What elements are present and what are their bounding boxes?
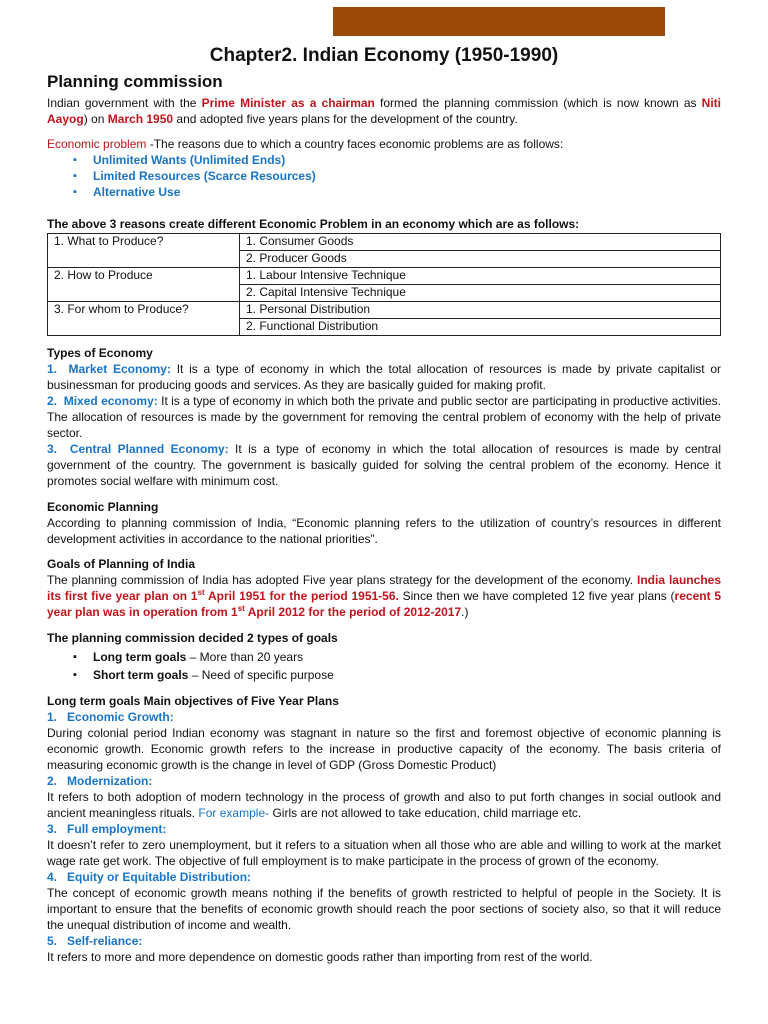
goal-label: Short term goals	[93, 668, 189, 682]
goals-of-planning-heading: Goals of Planning of India	[47, 557, 196, 571]
long-term-heading: Long term goals Main objectives of Five Year Plans	[47, 694, 339, 708]
intro-text-1: Indian government with the	[47, 96, 202, 110]
table-row	[48, 302, 721, 319]
objective-equity	[47, 869, 721, 933]
goals-highlight-first-plan-2: April 1951 for the period 1951-56.	[204, 589, 399, 603]
objective-full-employment	[47, 821, 721, 869]
economy-type-mixed	[47, 393, 721, 441]
two-goals-heading: The planning commission decided 2 types of goals	[47, 631, 338, 645]
item-number: 3.	[47, 442, 58, 456]
objective-text-main: It refers to both adoption of modern technology in the process of growth and also to put forth changes in social outlook and ancient meaningless rituals.	[47, 790, 721, 820]
intro-highlight-date: March 1950	[107, 112, 174, 126]
economic-problem-list	[47, 152, 721, 200]
table-cell-answer: 1. Labour Intensive Technique	[240, 268, 721, 285]
objective-self-reliance	[47, 933, 721, 965]
economic-problem-block	[47, 136, 721, 200]
economic-problem-text: -The reasons due to which a country faces economic problems are as follows:	[146, 137, 564, 151]
list-item: ▪ Unlimited Wants (Unlimited Ends)	[47, 152, 721, 168]
item-text: It is a type of economy in which the total allocation of resources is made by central government of the country. The government is basically guided for solving the central problem of the economy. Hence it promotes social welfare with minimum cost.	[47, 442, 721, 488]
item-text: It is a type of economy in which both the private and public sector are participating in productive activities. The allocation of resources is made by the government for removing the central problem of economy with the help of private sector.	[47, 394, 721, 440]
goals-of-planning-text	[47, 572, 721, 620]
list-item: ▪ Alternative Use	[47, 184, 721, 200]
goals-highlight-recent-plan: recent 5 year plan was in operation from 1	[47, 589, 721, 619]
item-label: Equity or Equitable Distribution:	[67, 870, 252, 884]
two-goals-section	[47, 630, 721, 684]
goals-text-1: The planning commission of India has adopted Five year plans strategy for the development of the economy.	[47, 573, 638, 587]
objective-title	[47, 821, 721, 837]
objective-title	[47, 933, 721, 949]
item-number: 4.	[47, 870, 58, 884]
item-number: 3.	[47, 822, 58, 836]
problems-table-wrap	[47, 233, 721, 336]
economic-problem-label: Economic problem	[47, 137, 147, 151]
planning-commission-intro	[47, 95, 721, 127]
table-cell-question: 1. What to Produce?	[48, 234, 240, 268]
objective-text: It doesn’t refer to zero unemployment, but it refers to a situation when all those who are able and willing to work at the market wage rate get work. The objective of full employment is to make participate in the process of grown of the economy.	[47, 838, 721, 868]
types-of-economy-section	[47, 345, 721, 489]
objective-title	[47, 869, 721, 885]
intro-paragraph	[47, 95, 721, 127]
objective-text: During colonial period Indian economy was stagnant in nature so the first and foremost objective of economic planning is economic growth. Economic growth refers to the increase in productive capacity of the economy. The basis criteria of measuring economic growth is the change in level of GDP (Gross Domestic Product)	[47, 726, 721, 772]
table-intro	[47, 216, 721, 232]
intro-text-2: formed the planning commission (which is now known as	[374, 96, 702, 110]
section-heading-planning-commission: Planning commission	[47, 72, 223, 91]
goals-sup-1: st	[197, 588, 205, 597]
goals-sup-2: st	[237, 604, 245, 613]
table-cell-answer: 2. Producer Goods	[240, 251, 721, 268]
goals-text-3: .)	[461, 605, 469, 619]
item-number: 5.	[47, 934, 58, 948]
intro-text-3: ) on	[83, 112, 108, 126]
goals-of-planning-section	[47, 556, 721, 620]
item-text: It is a type of economy in which the total allocation of resources is made by private capitalist or businessman for producing goods and services. As they are basically guided for making profit.	[47, 362, 721, 392]
item-number: 1.	[47, 362, 58, 376]
objective-text: It refers to more and more dependence on domestic goods rather than importing from rest of the world.	[47, 950, 593, 964]
intro-highlight-chairman: Prime Minister as a chairman	[201, 96, 375, 110]
objective-economic-growth	[47, 709, 721, 773]
table-cell-answer: 2. Capital Intensive Technique	[240, 285, 721, 302]
goals-text-2: Since then we have completed 12 five year plans (	[398, 589, 675, 603]
list-item	[47, 648, 721, 666]
item-label: Economic Growth:	[67, 710, 174, 724]
table-row	[48, 268, 721, 285]
goal-text: – More than 20 years	[186, 650, 304, 664]
problems-table	[47, 233, 721, 336]
objective-title	[47, 709, 721, 725]
long-term-section	[47, 693, 721, 965]
economy-type-market	[47, 361, 721, 393]
economic-planning-section	[47, 499, 721, 547]
page-title: Chapter2. Indian Economy (1950-1990)	[209, 45, 559, 66]
two-goals-list	[47, 648, 721, 684]
table-row	[48, 234, 721, 251]
item-label: Self-reliance:	[67, 934, 143, 948]
item-label: Modernization:	[67, 774, 153, 788]
item-number: 2.	[47, 774, 58, 788]
table-cell-answer: 1. Consumer Goods	[240, 234, 721, 251]
intro-highlight-niti-aayog: Niti Aayog	[47, 96, 721, 126]
table-cell-answer: 1. Personal Distribution	[240, 302, 721, 319]
list-item	[47, 666, 721, 684]
planning-commission-section	[47, 72, 721, 92]
objective-modernization	[47, 773, 721, 821]
table-cell-question: 3. For whom to Produce?	[48, 302, 240, 336]
types-of-economy-heading: Types of Economy	[47, 346, 153, 360]
item-label: Full employment:	[67, 822, 167, 836]
table-cell-question: 2. How to Produce	[48, 268, 240, 302]
item-number: 2.	[47, 394, 58, 408]
economy-type-central	[47, 441, 721, 489]
economic-planning-text: According to planning commission of India, “Economic planning refers to the utilization of country’s resources in different development activities in accordance to the national priorities”.	[47, 516, 721, 546]
example-text: Girls are not allowed to take education, child marriage etc.	[269, 806, 582, 820]
objective-text	[47, 789, 721, 821]
intro-text-4: and adopted five years plans for the development of the country.	[173, 112, 518, 126]
goals-highlight-recent-plan-2: April 2012 for the period of 2012-2017	[244, 605, 462, 619]
table-intro-text: The above 3 reasons create different Economic Problem in an economy which are as follows:	[47, 217, 580, 231]
item-label: Mixed economy:	[63, 394, 158, 408]
economic-planning-heading: Economic Planning	[47, 500, 159, 514]
item-number: 1.	[47, 710, 58, 724]
table-cell-answer: 2. Functional Distribution	[240, 319, 721, 336]
example-label: For example-	[198, 806, 270, 820]
objective-text: The concept of economic growth means nothing if the benefits of growth restricted to helpful of people in the Society. It is important to ensure that the benefits of economic growth should reach the poor sections of society also, so that it will reduce the unequal distribution of income and wealth.	[47, 886, 721, 932]
header-brand-bar	[333, 7, 665, 36]
goal-label: Long term goals	[93, 650, 187, 664]
list-item: ▪ Limited Resources (Scarce Resources)	[47, 168, 721, 184]
goal-text: – Need of specific purpose	[188, 668, 334, 682]
item-label: Market Economy:	[68, 362, 171, 376]
item-label: Central Planned Economy:	[69, 442, 229, 456]
goals-highlight-first-plan: India launches its first five year plan on 1	[47, 573, 721, 603]
objective-title	[47, 773, 721, 789]
economic-problem-line	[47, 136, 721, 152]
